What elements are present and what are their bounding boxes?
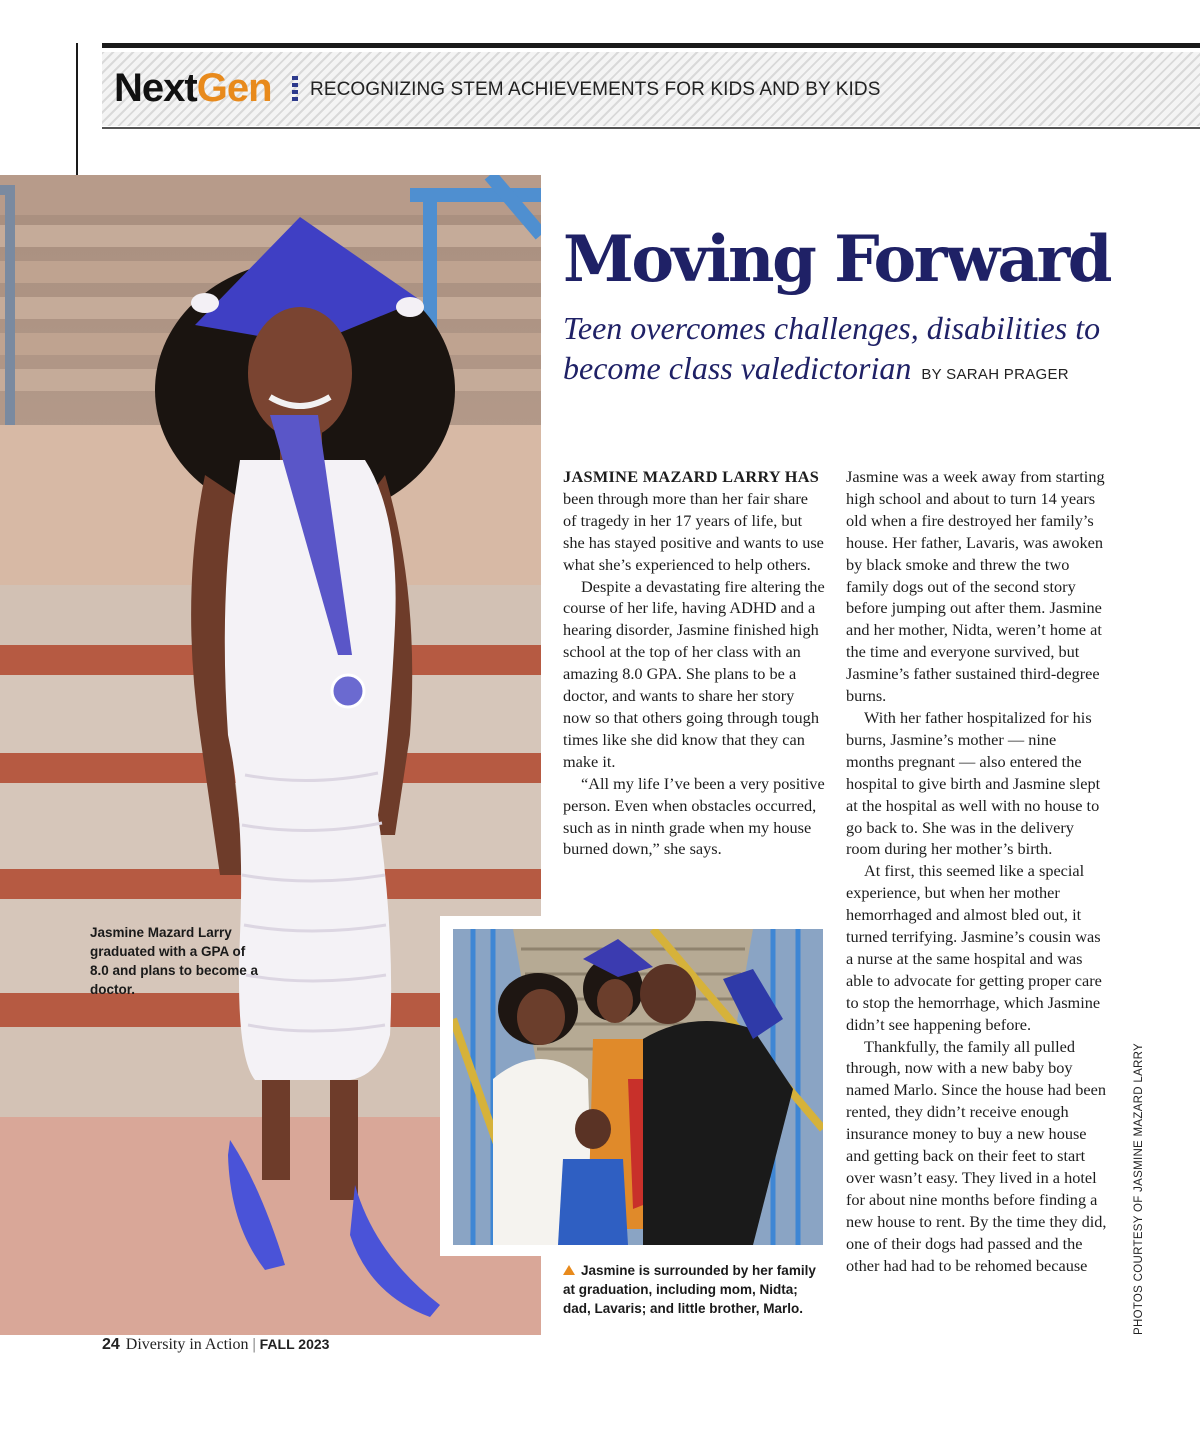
article-column-1	[563, 466, 825, 860]
inset-caption-text: Jasmine is surrounded by her family at graduation, including mom, Nidta; dad, Lavaris; and little brother, Marlo.	[563, 1263, 816, 1316]
paragraph: At first, this seemed like a special experience, but when her mother hemorrhaged and almost bled out, it turned terrifying. Jasmine’s cousin was a nurse at the same hospital and was able to advocate for getting proper care to stop the hemorrhage, which Jasmine didn’t see happening before.	[846, 861, 1102, 1034]
triangle-pointer-icon	[563, 1265, 575, 1275]
family-photo	[453, 929, 823, 1245]
header-band-rule	[102, 127, 1200, 129]
photo-credit: PHOTOS COURTESY OF JASMINE MAZARD LARRY	[1133, 1042, 1145, 1335]
logo-separator	[292, 76, 298, 102]
header-top-rule	[102, 43, 1200, 48]
inset-photo-caption	[563, 1261, 823, 1318]
publication-name: Diversity in Action	[125, 1336, 249, 1353]
paragraph: Jasmine was a week away from starting high school and about to turn 14 years old when a fire destroyed her family’s house. Her father, Lavaris, was awoken by black smoke and threw the two family dogs out of the second story before jumping out after them. Jasmine and her mother, Nidta, weren’t home at the time and everyone survived, but Jasmine’s father sustained third-degree burns.	[846, 467, 1105, 706]
page-footer	[102, 1334, 329, 1355]
article-column-2	[846, 466, 1108, 1277]
paragraph: “All my life I’ve been a very positive person. Even when obstacles occurred, such as in ninth grade when my house burned down,” she says.	[563, 773, 825, 859]
page-number: 24	[102, 1336, 120, 1353]
paragraph: With her father hospitalized for his burns, Jasmine’s mother — nine months pregnant — also entered the hospital to give birth and Jasmine slept at the hospital as well with no house to go back to. She was in the delivery room during her mother’s birth.	[846, 707, 1101, 859]
paragraph: Despite a devastating fire altering the course of her life, having ADHD and a hearing disorder, Jasmine finished high school at the top of her class with an amazing 8.0 GPA. She plans to be a doctor, and wants to share her story now so that others going through tough times like she did know that they can make it.	[563, 576, 825, 771]
footer-divider: |	[252, 1336, 256, 1353]
dek-text: Teen overcomes challenges, disabilities to become class valedictorian	[563, 310, 1101, 386]
article-title: Moving Forward	[563, 222, 1110, 297]
section-tagline: RECOGNIZING STEM ACHIEVEMENTS FOR KIDS AND BY KIDS	[310, 79, 881, 100]
lead-in: JASMINE MAZARD LARRY HAS	[563, 467, 820, 486]
main-photo-caption: Jasmine Mazard Larry graduated with a GPA of 8.0 and plans to become a doctor.	[90, 925, 259, 997]
byline: BY SARAH PRAGER	[921, 366, 1069, 383]
logo-gen: Gen	[196, 66, 272, 110]
section-logo	[114, 62, 272, 114]
paragraph	[563, 466, 825, 576]
lead-paragraph-text: been through more than her fair share of tragedy in her 17 years of life, but she has stayed positive and wants to use what she’s experienced to help others.	[563, 488, 824, 574]
article-dek	[563, 308, 1163, 395]
issue-label: FALL 2023	[259, 1336, 330, 1352]
logo-next: Next	[114, 66, 197, 110]
header-left-rule	[76, 43, 78, 175]
family-photo-illustration	[453, 929, 823, 1245]
paragraph: Thankfully, the family all pulled through, now with a new baby boy named Marlo. Since the house had been rented, they didn’t receive enough insurance money to buy a new house and getting back on their feet to start over wasn’t easy. They lived in a hotel for about nine months before finding a new house to rent. By the time they did, one of their dogs had passed and the other had had to be rehomed because	[846, 1036, 1107, 1275]
